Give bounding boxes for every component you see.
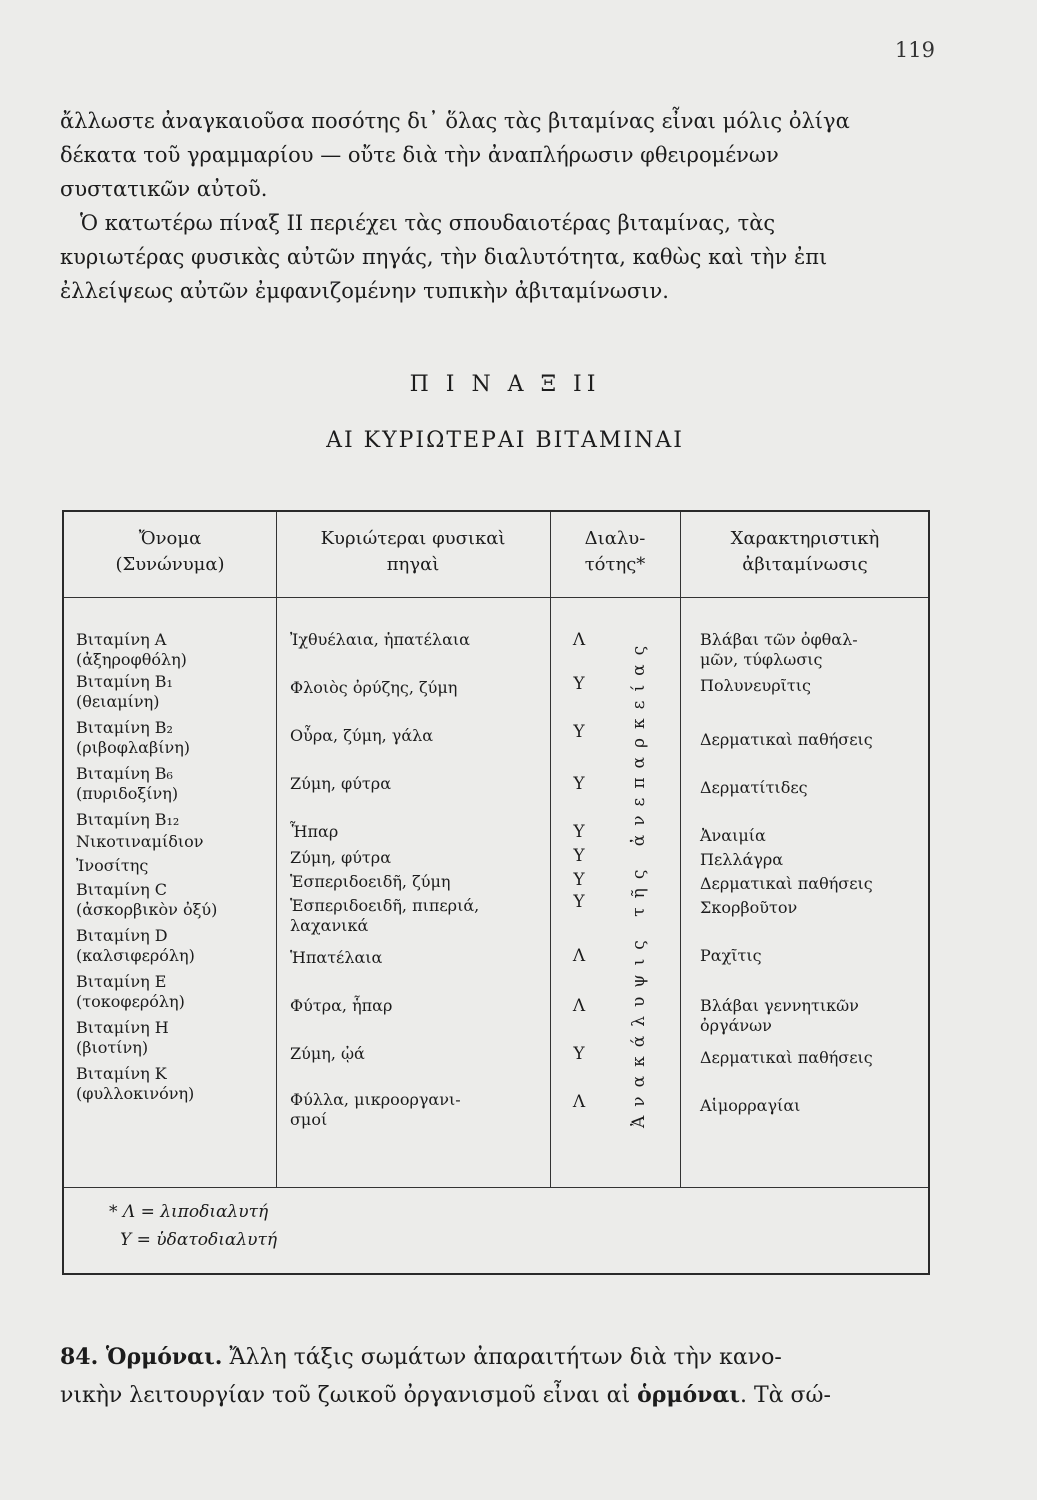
row-sources: Ἑσπεριδοειδῆ, ζύμη (290, 872, 451, 891)
table-title: ΑΙ ΚΥΡΙΩΤΕΡΑΙ ΒΙΤΑΜΙΝΑΙ (326, 428, 684, 453)
row-name: Βιταμίνη B₁₂ (76, 810, 180, 829)
row-name: Βιταμίνη B₁ (θειαμίνη) (76, 672, 173, 711)
row-sources: Φύλλα, μικροοργανι- σμοί (290, 1090, 461, 1129)
row-solubility: Υ (573, 846, 585, 866)
intro-line: ἐλλείψεως αὐτῶν ἐμφανιζομένην τυπικὴν ἀβιταμίνωσιν. (60, 279, 669, 303)
footnote: Υ = ὑδατοδιαλυτή (120, 1230, 278, 1250)
row-sources: Ἡπατέλαια (290, 948, 383, 967)
header-rule (64, 597, 928, 598)
row-deficiency: Πελλάγρα (700, 850, 784, 869)
row-solubility: Υ (573, 674, 585, 694)
row-name: Βιταμίνη D (καλσιφερόλη) (76, 926, 195, 965)
row-name: Βιταμίνη Α (ἀξηροφθόλη) (76, 630, 187, 669)
row-solubility: Υ (573, 870, 585, 890)
header-sources: Κυριώτεραι φυσικαὶ πηγαὶ (320, 528, 506, 575)
section-line (60, 1340, 950, 1374)
row-sources: Οὖρα, ζύμη, γάλα (290, 726, 434, 745)
row-deficiency: Δερματικαὶ παθήσεις (700, 1048, 873, 1067)
section-text: Ἄλλη τάξις σωμάτων ἀπαραιτήτων διὰ τὴν κανο- (229, 1345, 782, 1370)
section-heading: 84. Ὁρμόναι. (60, 1344, 223, 1370)
section-line (60, 1378, 950, 1412)
row-sources: Ἰχθυέλαια, ἡπατέλαια (290, 630, 470, 649)
header-name: Ὄνομα (Συνώνυμα) (115, 528, 225, 575)
footnote-rule (64, 1187, 928, 1188)
row-deficiency: Σκορβοῦτον (700, 898, 798, 917)
row-sources: Φλοιὸς ὀρύζης, ζύμη (290, 678, 458, 697)
header-deficiency: Χαρακτηριστικὴ ἀβιταμίνωσις (730, 528, 880, 575)
row-solubility: Λ (572, 630, 586, 650)
row-name: Νικοτιναμίδιον (76, 832, 204, 851)
intro-paragraph (60, 104, 950, 308)
row-name: Βιταμίνη H (βιοτίνη) (76, 1018, 169, 1057)
row-solubility: Υ (573, 822, 585, 842)
row-sources: Φύτρα, ἧπαρ (290, 996, 393, 1015)
row-solubility: Υ (573, 774, 585, 794)
row-solubility: Λ (572, 1092, 586, 1112)
section-84 (60, 1340, 950, 1412)
intro-line: δέκατα τοῦ γραμμαρίου — οὔτε διὰ τὴν ἀναπλήρωσιν φθειρομένων (60, 143, 779, 167)
row-name: Ἰνοσίτης (76, 856, 149, 875)
row-sources: Ἧπαρ (290, 822, 339, 841)
section-term: ὁρμόναι (637, 1382, 741, 1408)
intro-line: ἄλλωστε ἀναγκαιοῦσα ποσότης δι᾽ ὅλας τὰς βιταμίνας εἶναι μόλις ὀλίγα (60, 109, 850, 133)
vertical-note: Ἀνακάλυψις τῆς ἀνεπαρκείας (629, 636, 649, 1128)
row-deficiency: Δερματικαὶ παθήσεις (700, 874, 873, 893)
row-deficiency: Βλάβαι γεννητικῶν ὀργάνων (700, 996, 859, 1035)
column-rule (680, 512, 681, 1187)
row-solubility: Υ (573, 892, 585, 912)
row-sources: Ζύμη, φύτρα (290, 774, 391, 793)
row-sources: Ζύμη, ᾠά (290, 1044, 365, 1063)
table-label: Π Ι Ν Α Ξ ΙΙ (409, 372, 601, 397)
row-sources: Ἑσπεριδοειδῆ, πιπεριά, λαχανικά (290, 896, 480, 935)
row-deficiency: Ἀναιμία (700, 826, 766, 845)
row-name: Βιταμίνη K (φυλλοκινόνη) (76, 1064, 195, 1103)
section-text: νικὴν λειτουργίαν τοῦ ζωικοῦ ὀργανισμοῦ εἶναι αἱ (60, 1383, 631, 1408)
intro-line: Ὁ κατωτέρω πίναξ ΙΙ περιέχει τὰς σπουδαιοτέρας βιταμίνας, τὰς (80, 211, 776, 235)
row-sources: Ζύμη, φύτρα (290, 848, 391, 867)
row-solubility: Υ (573, 1044, 585, 1064)
page-number: 119 (894, 38, 935, 62)
row-solubility: Λ (572, 996, 586, 1016)
intro-line: κυριωτέρας φυσικὰς αὐτῶν πηγάς, τὴν διαλυτότητα, καθὼς καὶ τὴν ἐπι (60, 245, 828, 269)
row-name: Βιταμίνη B₂ (ριβοφλαβίνη) (76, 718, 191, 757)
intro-line: συστατικῶν αὐτοῦ. (60, 177, 268, 201)
row-deficiency: Βλάβαι τῶν ὀφθαλ- μῶν, τύφλωσις (700, 630, 858, 669)
row-deficiency: Δερματίτιδες (700, 778, 808, 797)
row-name: Βιταμίνη B₆ (πυριδοξίνη) (76, 764, 179, 803)
row-deficiency: Αἱμορραγίαι (700, 1096, 801, 1115)
vitamin-table (62, 510, 930, 1275)
row-solubility: Λ (572, 946, 586, 966)
row-name: Βιταμίνη C (ἀσκορβικὸν ὀξύ) (76, 880, 218, 919)
column-rule (276, 512, 277, 1187)
row-deficiency: Πολυνευρῖτις (700, 676, 811, 695)
footnote: * Λ = λιποδιαλυτή (109, 1202, 269, 1222)
row-deficiency: Ραχῖτις (700, 946, 762, 965)
row-name: Βιταμίνη E (τοκοφερόλη) (76, 972, 185, 1011)
section-text: . Τὰ σώ- (740, 1383, 831, 1408)
header-solubility: Διαλυ- τότης* (584, 528, 646, 575)
row-solubility: Υ (573, 722, 585, 742)
row-deficiency: Δερματικαὶ παθήσεις (700, 730, 873, 749)
